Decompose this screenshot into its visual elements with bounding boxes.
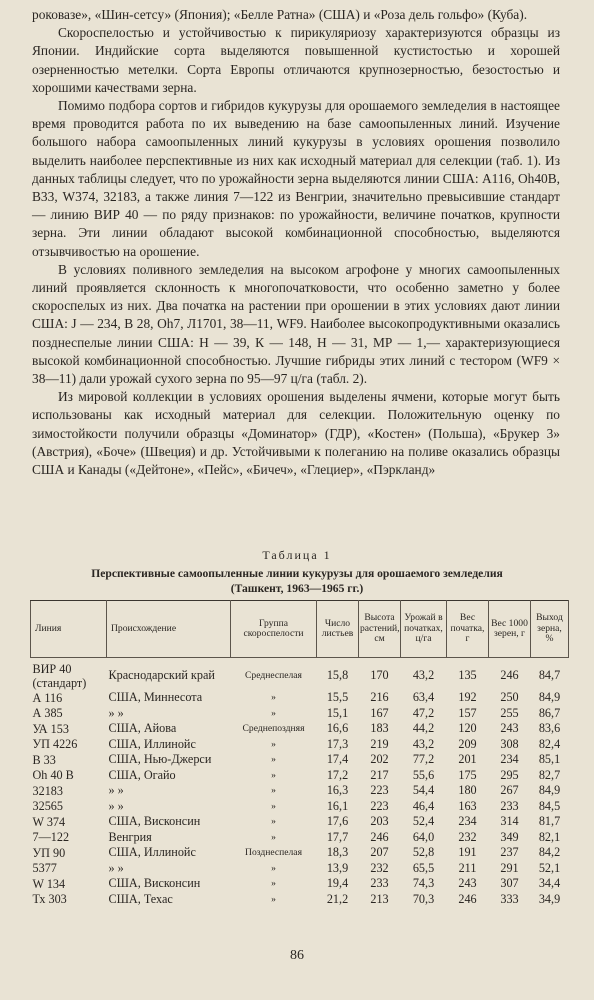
body-text	[32, 6, 560, 479]
table-cell: А 116	[32, 690, 63, 705]
table-cell: США, Техас	[108, 891, 173, 906]
table-cell: 43,2	[412, 668, 435, 683]
table-cell: Тх 303	[32, 892, 67, 907]
table-cell: В 33	[32, 752, 56, 767]
table-row	[31, 706, 569, 722]
table-row	[31, 799, 569, 815]
table-cell: 246	[458, 891, 477, 906]
table-cell: Среднеспелая	[245, 670, 302, 682]
paragraph: роковазе», «Шин-сетсу» (Япония); «Белле Ратна» (США) и «Роза дель гольфо» (Куба).	[32, 7, 528, 22]
table-cell: 307	[500, 876, 519, 890]
table-cell: 84,9	[538, 690, 561, 704]
table-cell: 203	[370, 814, 389, 828]
table-cell: »	[271, 878, 276, 889]
table-cell: 295	[500, 767, 519, 782]
table-cell: 314	[500, 814, 519, 828]
table-cell: 219	[370, 736, 389, 751]
table-cell: 15,8	[326, 668, 349, 683]
table-cell: 54,4	[412, 783, 435, 797]
table-cell: »	[271, 692, 276, 703]
table-number: Таблица 1	[262, 548, 332, 562]
table-cell: 47,2	[412, 705, 435, 720]
table-cell: 15,1	[326, 705, 349, 720]
table-cell: 157	[458, 705, 477, 720]
column-header: Происхождение	[107, 601, 231, 658]
table-row	[31, 690, 569, 706]
table-cell: 167	[370, 705, 389, 720]
table-cell: Краснодарский край	[108, 668, 215, 683]
table-cell: США, Миннесота	[108, 690, 203, 704]
table-row	[31, 861, 569, 877]
table-cell: 84,5	[538, 798, 561, 813]
table-cell: 7—122	[32, 830, 70, 845]
column-header: Группа скороспелости	[231, 601, 317, 658]
table-cell: 84,2	[538, 845, 561, 859]
table-cell: »	[271, 862, 276, 874]
table-cell: 192	[458, 690, 477, 704]
table-cell: 18,3	[326, 845, 349, 859]
table-cell: 232	[458, 829, 477, 844]
table-cell: 74,3	[412, 876, 435, 890]
table-cell: А 385	[32, 706, 63, 721]
table-cell: 17,6	[326, 814, 349, 828]
table-row	[31, 892, 569, 908]
table-cell: 223	[370, 798, 389, 813]
column-header: Линия	[31, 601, 107, 658]
table-row	[31, 814, 569, 830]
table-cell: 216	[370, 690, 389, 704]
table-cell: УП 4226	[32, 737, 78, 752]
table-cell: 44,2	[412, 721, 435, 735]
table-cell: 52,4	[412, 814, 435, 828]
paragraph: Из мировой коллекции в условиях орошения выделены ячмени, которые могут быть использованы как исходный материал для селекции. Положительную оценку по зимостойкости получили образцы «Доминатор» (ГДР), «Костен» (Польша), «Брукер 3» (Австрия), «Боче» (Швеция) и др. Устойчивыми к полеганию на поливе оказались образцы США и Канады («Дейтоне», «Пейс», «Бичеч», «Глециер», «Пэркланд»	[32, 389, 560, 478]
table-cell: 46,4	[412, 798, 435, 813]
column-header: Урожай в початках, ц/га	[401, 601, 447, 658]
table-cell: 333	[500, 891, 519, 906]
table-cell: W 374	[32, 814, 66, 829]
table-cell: 291	[500, 860, 519, 875]
table-cell: »	[271, 738, 276, 750]
table-cell: УП 90	[32, 845, 66, 860]
table-cell: 17,3	[326, 736, 349, 751]
table-cell: 81,7	[538, 814, 561, 828]
paragraph: В условиях поливного земледелия на высоком агрофоне у многих самоопыленных линий проявляется склонность к многопочатковости, что особенно заметно у более скороспелых из них. Два початка на растении при орошении в этих условиях дают линии США: J — 234, В 28, Oh7, Л1701, 38—11, WF9. Наиболее высокопродуктивными оказались позднеспелые линии США: Н — 39, К — 148, Н — 31, МР — 1,— характеризующиеся высокой комбинационной способностью. Лучшие гибриды этих линий с тестором (WF9 × 38—11) дали урожай сухого зерна по 95—97 ц/га (табл. 2).	[32, 261, 560, 387]
table-cell: США, Нью-Джерси	[108, 752, 212, 766]
column-header: Число листьев	[317, 601, 359, 658]
table-subtitle: (Ташкент, 1963—1965 гг.)	[230, 582, 364, 595]
table-cell: США, Висконсин	[108, 814, 201, 828]
table-row	[31, 752, 569, 768]
table-cell: 77,2	[412, 752, 435, 766]
table-header-row	[31, 601, 569, 658]
table-cell: 233	[500, 798, 519, 813]
table-cell: 19,4	[326, 876, 349, 890]
table-title-line: Перспективные самоопыленные линии кукурузы для орошаемого земледелия	[91, 567, 503, 580]
table-cell: 243	[458, 876, 477, 890]
table-cell: США, Иллинойс	[108, 845, 196, 859]
table-cell: 349	[500, 829, 519, 844]
table-cell: 209	[458, 736, 477, 751]
table-cell: 255	[500, 705, 519, 720]
table-cell: 70,3	[412, 891, 435, 906]
paragraph: Помимо подбора сортов и гибридов кукурузы для орошаемого земледелия в настоящее время проводится работа по их выведению на базе самоопыленных линий. Изучение большого набора самоопыленных линий кукурузы в условиях орошения позволило выделить наиболее перспективные из них как исходный материал для селекции (таб. 1). Из данных таблицы следует, что по урожайности зерна выделяются линии США: А116, Oh40B, В33, W374, 32183, а также линия 7—122 из Венгрии, значительно превысившие стандарт — линию ВИР 40 — по ряду признаков: по урожайности, величине початков, крупности зерна. Эти линии обладают высокой комбинационной способностью, выделяются отзывчивостью на орошение.	[32, 98, 560, 259]
table-cell: 64,0	[412, 829, 435, 844]
table-cell: 201	[458, 752, 477, 766]
table-body	[31, 658, 569, 908]
table-cell: 17,2	[326, 767, 349, 782]
table-cell: 5377	[32, 861, 57, 876]
table-cell: 32565	[32, 799, 63, 814]
table-cell: 21,2	[326, 891, 349, 906]
table-cell: 267	[500, 783, 519, 797]
table-cell: 223	[370, 783, 389, 797]
table-row	[31, 737, 569, 753]
table-cell: 16,3	[326, 783, 349, 797]
table-cell: США, Висконсин	[108, 876, 201, 890]
table-cell: 233	[370, 876, 389, 890]
table-cell: 34,4	[538, 876, 561, 890]
table-cell: 16,6	[326, 721, 349, 735]
table-cell: 16,1	[326, 798, 349, 813]
table-cell: 217	[370, 767, 389, 782]
data-table	[30, 600, 569, 907]
table-cell: 211	[458, 860, 477, 875]
table-cell: »	[271, 893, 276, 905]
column-header: Выход зерна, %	[531, 601, 569, 658]
table-cell: Позднеспелая	[245, 847, 302, 858]
paragraph: Скороспелостью и устойчивостью к пирикуляриозу характеризуются образцы из Японии. Индийские сорта выделяются повышенной кустистостью и хорошей озерненностью метелки. Сорта Европы отличаются крупнозерностью, безостостью и хорошими качествами зерна.	[32, 25, 560, 95]
table-cell: 17,4	[326, 752, 349, 766]
table-cell: W 134	[32, 876, 66, 891]
table-row	[31, 768, 569, 784]
table-cell: 82,1	[538, 829, 561, 844]
table-row	[31, 721, 569, 737]
table-cell: 15,5	[326, 690, 349, 704]
table-cell: »	[271, 831, 276, 843]
table-cell: » »	[108, 860, 124, 875]
table-cell: 180	[458, 783, 477, 797]
table-row	[31, 830, 569, 846]
table-cell: 163	[458, 798, 477, 813]
table-cell: » »	[108, 705, 124, 720]
table-cell: Oh 40 В	[32, 768, 74, 783]
table-cell: »	[271, 816, 276, 827]
table-cell: 246	[500, 668, 519, 683]
table-cell: 234	[500, 752, 519, 766]
table-cell: 52,8	[412, 845, 435, 859]
table-cell: 85,1	[538, 752, 561, 766]
table-cell: 82,4	[538, 736, 561, 751]
table-cell: 135	[458, 668, 477, 683]
table-cell: 83,6	[538, 721, 561, 735]
table-cell: 84,9	[538, 783, 561, 797]
table-row	[31, 845, 569, 861]
table-cell: 213	[370, 891, 389, 906]
table-cell: 250	[500, 690, 519, 704]
table-row	[31, 783, 569, 799]
table-title	[0, 566, 594, 596]
table-cell: 82,7	[538, 767, 561, 782]
table-cell: ВИР 40 (стандарт)	[32, 662, 87, 690]
table-cell: УА 153	[32, 721, 69, 736]
table-cell: 183	[370, 721, 389, 735]
table-cell: 170	[370, 668, 389, 683]
table-cell: » »	[108, 798, 124, 813]
table-cell: 55,6	[412, 767, 435, 782]
table-cell: 202	[370, 752, 389, 766]
table-cell: »	[271, 800, 276, 812]
table-cell: »	[271, 707, 276, 719]
table-cell: 32183	[32, 783, 63, 798]
column-header: Вес 1000 зерен, г	[489, 601, 531, 658]
table-cell: 34,9	[538, 891, 561, 906]
table-cell: 232	[370, 860, 389, 875]
table-cell: »	[271, 769, 276, 781]
table-cell: »	[271, 754, 276, 765]
table-cell: Среднепоздняя	[242, 723, 305, 734]
table-cell: 243	[500, 721, 519, 735]
table-row	[31, 876, 569, 892]
table-cell: 175	[458, 767, 477, 782]
table-cell: США, Иллинойс	[108, 736, 196, 751]
table-cell: 207	[370, 845, 389, 859]
table-cell: США, Огайо	[108, 767, 176, 782]
table-cell: 246	[370, 829, 389, 844]
table-cell: 120	[458, 721, 477, 735]
table-cell: 43,2	[412, 736, 435, 751]
table-cell: » »	[108, 783, 124, 797]
column-header: Вес початка, г	[447, 601, 489, 658]
table-cell: 65,5	[412, 860, 435, 875]
table-cell: Венгрия	[108, 829, 152, 844]
table-cell: 86,7	[538, 705, 561, 720]
table-row	[31, 658, 569, 691]
table-cell: 84,7	[538, 668, 561, 683]
table-cell: 234	[458, 814, 477, 828]
page-number: 86	[290, 948, 304, 963]
table-cell: »	[271, 785, 276, 796]
table-cell: 17,7	[326, 829, 349, 844]
table-cell: 13,9	[326, 860, 349, 875]
table-cell: 237	[500, 845, 519, 859]
table-cell: США, Айова	[108, 721, 177, 735]
table-cell: 52,1	[538, 860, 561, 875]
table-cell: 308	[500, 736, 519, 751]
table-cell: 191	[458, 845, 477, 859]
column-header: Высота растений, см	[359, 601, 401, 658]
table-cell: 63,4	[412, 690, 435, 704]
